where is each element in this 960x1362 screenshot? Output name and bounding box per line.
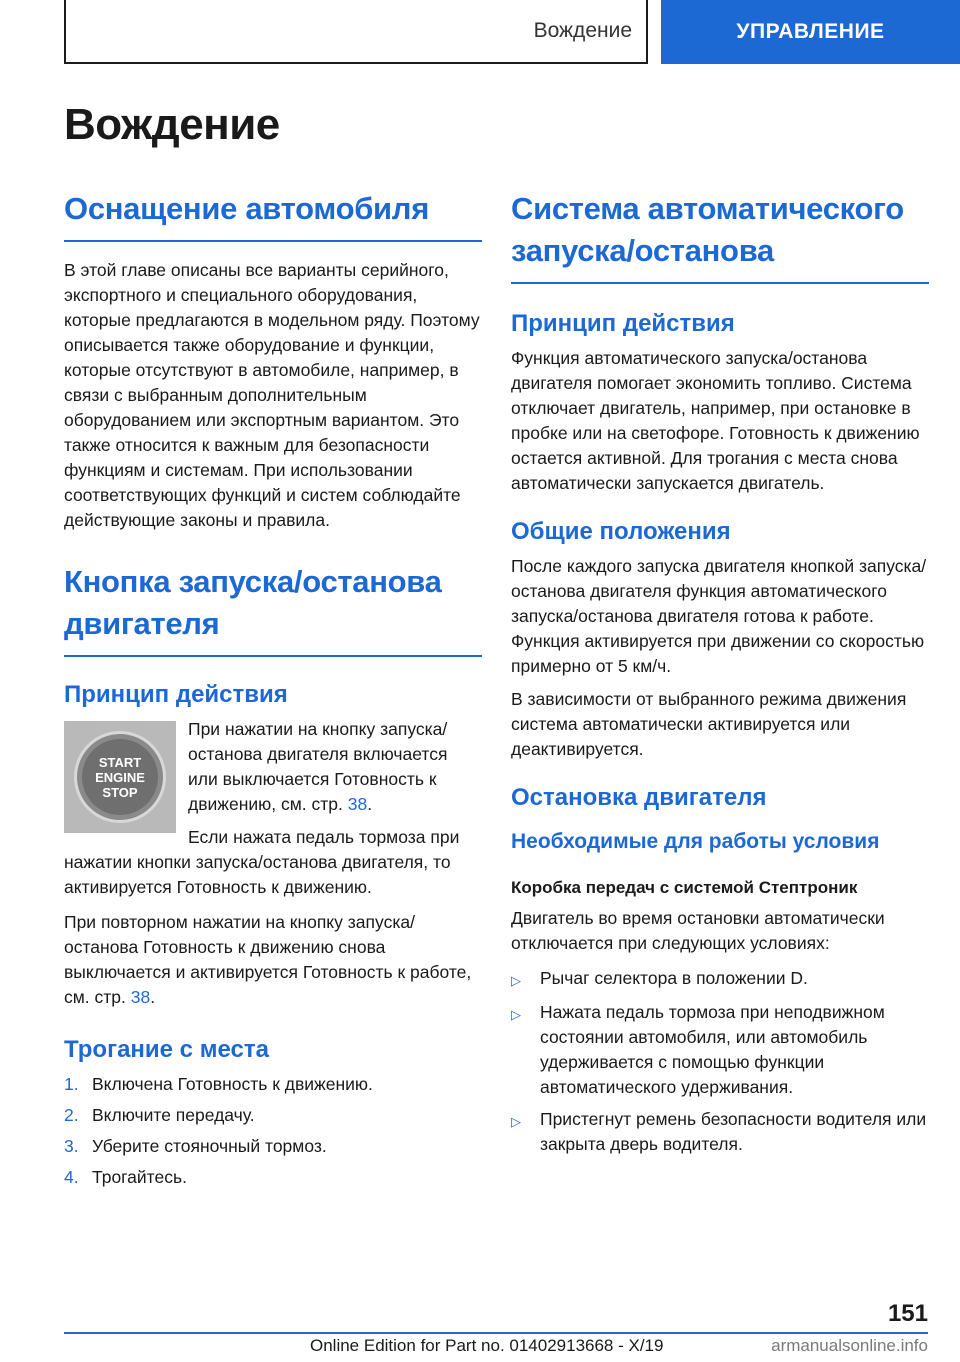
page-link-38[interactable]: 38 — [347, 794, 368, 814]
list-item: 4. Трогайтесь. — [64, 1167, 187, 1187]
equipment-paragraph: В этой главе описаны все варианты серийного, экспортного и специального оборудования, которые предлагаются в модельном ряду. Поэтому описывается также оборудование и функции, которые отсутствуют в автомобиле, например, в связи с выбранным дополнительным оборудованием или экспортным вариантом. Это также относится к важным для безопасности функциям и системам. При использовании соответствующих функций и систем соблюдайте действующие законы и правила. — [64, 260, 480, 530]
subsection-title-engine-stop: Остановка двигателя — [511, 784, 767, 811]
subsection-title-pulling-away: Трогание с места — [64, 1036, 269, 1063]
header-section — [64, 0, 648, 64]
page-link-38-b[interactable]: 38 — [130, 987, 151, 1007]
left-column — [64, 188, 482, 1196]
list-item: 3. Уберите стояночный тормоз. — [64, 1136, 327, 1156]
list-item: 1. Включена Готовность к движению. — [64, 1074, 373, 1094]
conditions-paragraph: Двигатель во время остановки автоматически отключается при следующих условиях: — [511, 908, 885, 953]
list-item: ▷ Нажата педаль тормоза при неподвижном состоянии автомобиля, или автомобиль удерживается с помощью функции автоматического удерживания. — [511, 1000, 929, 1100]
auto-start-stop-paragraph: Функция автоматического запуска/останова двигателя помогает экономить топливо. Система отключает двигатель, например, при остановке в пробке или на светофоре. Готовность к движению остается активной. Для трогания с места снова автоматически запускается двигатель. — [511, 348, 920, 493]
principle-paragraph-1: При нажатии на кнопку запуска/останова двигателя включается или выключается Готовность к движению, см. стр. 38. — [188, 719, 448, 814]
footer-edition: Online Edition for Part no. 01402913668 - X/19 — [310, 1336, 664, 1355]
start-button-image — [64, 721, 176, 833]
page-number: 151 — [887, 1300, 928, 1327]
principle-paragraph-2: Если нажата педаль тормоза при нажатии кнопки запуска/останова двигателя, то активируется Готовность к движению. — [64, 827, 460, 897]
general-paragraph-1: После каждого запуска двигателя кнопкой запуска/останова двигателя функция автоматического запуска/останова двигателя готова к работе. Функция активируется при движении со скоростью примерно от 5 км/ч. — [511, 556, 927, 676]
list-item: ▷ Рычаг селектора в положении D. — [511, 966, 929, 993]
list-item: ▷ Пристегнут ремень безопасности водителя или закрыта дверь водителя. — [511, 1107, 929, 1157]
steptronic-title: Коробка передач с системой Стептроник — [511, 878, 858, 897]
principle-paragraph-3: При повторном нажатии на кнопку запуска/останова Готовность к движению снова выключается и активируется Готовность к работе, см. стр. 38. — [64, 912, 472, 1007]
conditions-list — [511, 966, 929, 1157]
start-engine-stop-icon — [74, 731, 166, 823]
watermark: armanualsonline.info — [771, 1336, 928, 1355]
triangle-bullet-icon: ▷ — [511, 973, 521, 988]
pulling-away-steps — [64, 1072, 482, 1190]
footer-divider — [64, 1332, 928, 1334]
right-column — [511, 188, 929, 1164]
header-chapter — [661, 0, 960, 64]
section-title-auto-start-stop: Система автоматического запуска/останова — [511, 188, 929, 284]
header-section-label: Вождение — [533, 19, 632, 42]
list-item: 2. Включите передачу. — [64, 1105, 255, 1125]
page-title: Вождение — [64, 100, 280, 149]
subsection-title-general: Общие положения — [511, 518, 731, 545]
section-title-equipment: Оснащение автомобиля — [64, 188, 482, 242]
subsection-title-principle: Принцип действия — [64, 681, 288, 708]
start-label: START — [98, 754, 142, 770]
general-paragraph-2: В зависимости от выбранного режима движения система автоматически активируется или деактивируется. — [511, 689, 907, 759]
triangle-bullet-icon: ▷ — [511, 1114, 521, 1129]
conditions-title: Необходимые для работы условия — [511, 830, 880, 853]
section-title-start-stop-button: Кнопка запуска/останова двигателя — [64, 561, 482, 657]
subsection-title-principle-right: Принцип действия — [511, 310, 735, 337]
engine-label: ENGINE — [95, 769, 145, 785]
stop-label: STOP — [102, 784, 138, 800]
header-chapter-label: УПРАВЛЕНИЕ — [736, 20, 885, 43]
triangle-bullet-icon: ▷ — [511, 1007, 521, 1022]
